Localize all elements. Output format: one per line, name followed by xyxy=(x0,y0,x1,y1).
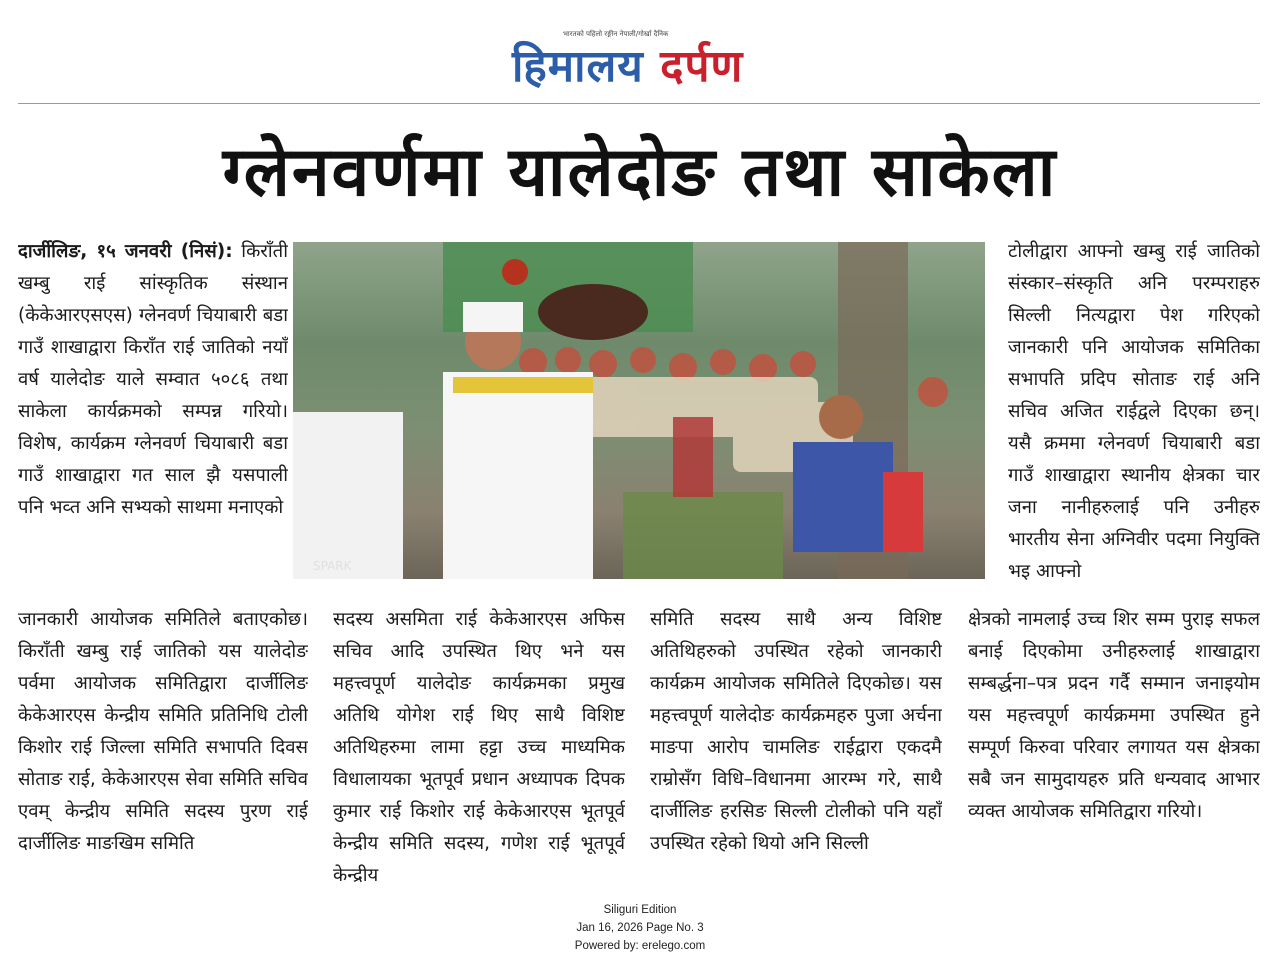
col1-intro-text: किराँती खम्बु राई सांस्कृतिक संस्थान (केकेआरएसएस) ग्लेनवर्ण चियाबारी बडा गाउँ शाखाद्वारा किराँत राई जातिको नयाँ वर्ष यालेदोङ याले सम्वात ५०८६ तथा साकेला कार्यक्रमको सम्पन्न गरियो। विशेष, कार्यक्रम ग्लेनवर्ण चियाबारी बडा गाउँ शाखाद्वारा गत साल झै यसपाली पनि भव्त अनि सभ्यको साथमा मनाएको xyxy=(18,241,288,518)
masthead-divider xyxy=(18,103,1260,104)
article-col4-top: टोलीद्वारा आफ्नो खम्बु राई जातिको संस्कार–संस्कृति अनि परम्पराहरु सिल्ली नित्यद्वारा पेश गरिएको जानकारी पनि आयोजक समितिका सभापति प्रदिप सोताङ राई अनि सचिव अजित राईद्वले दिएका छन्। यसै क्रममा ग्लेनवर्ण चियाबारी बडा गाउँ शाखाद्वारा स्थानीय क्षेत्रका चार जना नानीहरुलाई पनि उनीहरु भारतीय सेना अग्निवीर पदमा नियुक्ति भइ आफ्नो xyxy=(1008,241,1260,582)
logo-part-1: हिमालय xyxy=(512,41,644,92)
photo-illustration xyxy=(293,242,985,579)
photo-watermark: SPARK xyxy=(313,559,352,573)
dateline: दार्जीलिङ, १५ जनवरी (निसं): xyxy=(18,241,233,262)
article-col4-bottom: क्षेत्रको नामलाई उच्च शिर सम्म पुराइ सफल बनाई दिएकोमा उनीहरुलाई शाखाद्वारा सम्बर्द्धना–पत्र प्रदन गर्दै सम्मान जनाइयोम यस महत्त्वपूर्ण कार्यक्रममा उपस्थित हुने सम्पूर्ण किरुवा परिवार लगायत यस क्षेत्रका सबै जन सामुदायहरु प्रति धन्यवाद आभार व्यक्त आयोजक समितिद्वारा गरियो। xyxy=(968,609,1260,822)
article-col2: सदस्य असमिता राई केकेआरएस अफिस सचिव आदि उपस्थित थिए भने यस महत्त्वपूर्ण यालेदोङ कार्यक्रमका प्रमुख अतिथि योगेश राई थिए साथै विशिष्ट अतिथिहरुमा लामा हट्टा उच्च माध्यमिक विधालायका भूतपूर्व प्रधान अध्यापक दिपक कुमार राई किशोर राई केकेआरएस भूतपूर्व केन्द्रीय समिति सदस्य, गणेश राई भूतपूर्व केन्द्रीय xyxy=(333,609,625,886)
logo-part-2: दर्पण xyxy=(660,41,744,92)
footer-powered-by: Powered by: erelego.com xyxy=(574,940,706,952)
article-col1-bottom: जानकारी आयोजक समितिले बताएकोछ। किराँती खम्बु राई जातिको यस यालेदोङ पर्वमा आयोजक समितिद्वारा दार्जीलिङ केकेआरएस केन्द्रीय समिति प्रतिनिधि टोली किशोर राई जिल्ला समिति सभापति दिवस सोताङ राई, केकेआरएस सेवा समिति सचिव एवम् केन्द्रीय समिति सदस्य पुरण राई दार्जीलिङ माङखिम समिति xyxy=(18,609,308,854)
newspaper-logo xyxy=(512,34,743,94)
headline: ग्लेनवर्णमा यालेदोङ तथा साकेला xyxy=(222,133,1058,212)
article-col3: समिति सदस्य साथै अन्य विशिष्ट अतिथिहरुको उपस्थित रहेको जानकारी कार्यक्रम आयोजक समितिले दिएकोछ। यस महत्त्वपूर्ण यालेदोङ कार्यक्रमहरु पुजा अर्चना माङपा आरोप चामलिङ राईद्वारा एकदमै राम्रोसँग विधि–विधानमा आरम्भ गरे, साथै दार्जीलिङ हरसिङ सिल्ली टोलीको पनि यहाँ उपस्थित रहेको थियो अनि सिल्ली xyxy=(650,609,942,854)
footer-date-page: Jan 16, 2026 Page No. 3 xyxy=(576,922,704,934)
news-photo xyxy=(293,242,985,579)
masthead-tagline: भारतको पहिलो रङ्गीन नेपाली/गोर्खा दैनिक xyxy=(563,30,669,38)
footer-edition: Siliguri Edition xyxy=(603,904,677,916)
article-col1-intro xyxy=(18,236,288,588)
